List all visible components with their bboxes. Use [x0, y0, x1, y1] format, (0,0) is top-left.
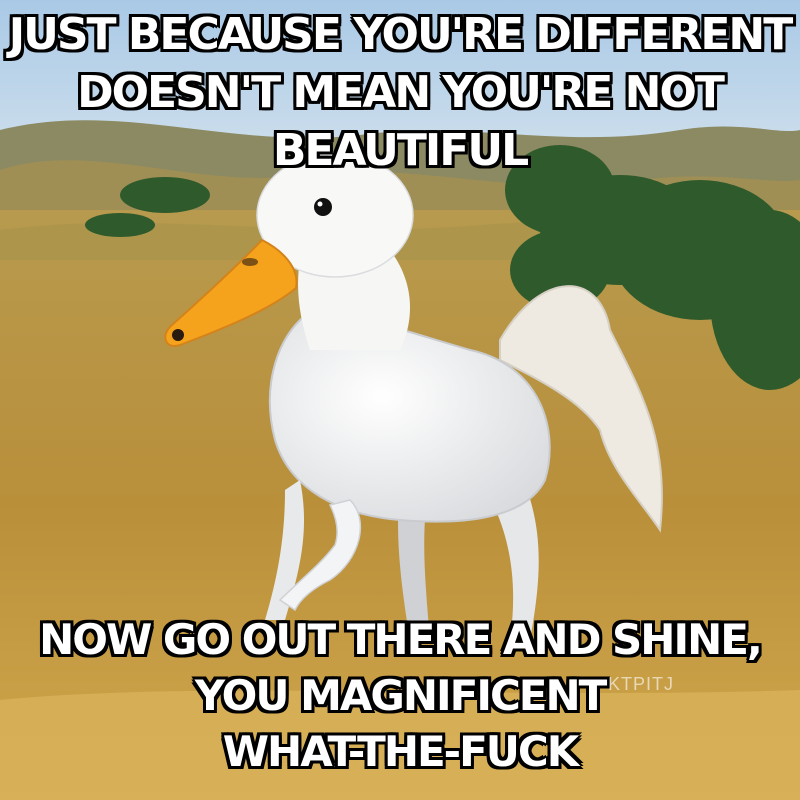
bottom-caption-line-2: YOU MAGNIFICENT — [194, 671, 606, 720]
top-caption-line-1: JUST BECAUSE YOU'RE DIFFERENT — [8, 9, 792, 60]
bottom-caption-line-1: NOW GO OUT THERE AND SHINE, — [39, 615, 761, 664]
duck-eye — [314, 198, 332, 216]
bottom-caption-line-3: WHAT-THE-FUCK — [222, 727, 578, 776]
watermark: KTPITJ — [608, 674, 675, 694]
top-caption-line-2: DOESN'T MEAN YOU'RE NOT BEAUTIFUL — [77, 67, 723, 176]
top-caption — [0, 6, 800, 180]
bottom-caption — [0, 612, 800, 780]
